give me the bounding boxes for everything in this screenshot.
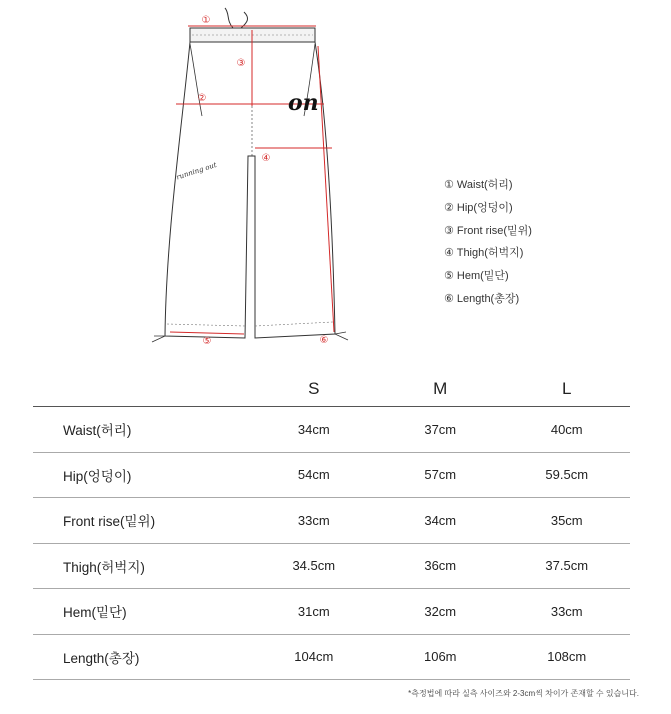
- pants-illustration: [140, 6, 370, 351]
- measurement-footnote: *측정법에 따라 실측 사이즈와 2-3cm씩 차이가 존재할 수 있습니다.: [408, 689, 639, 698]
- cell-value: 40cm: [503, 407, 630, 453]
- cell-value: 35cm: [503, 498, 630, 544]
- row-label: Waist(허리): [33, 407, 251, 453]
- table-row: [33, 634, 630, 680]
- row-label: Thigh(허벅지): [33, 543, 251, 589]
- cell-value: 34.5cm: [251, 543, 377, 589]
- marker-thigh: ④: [261, 153, 271, 164]
- marker-front-rise: ③: [236, 58, 246, 69]
- marker-hem: ⑤: [202, 336, 212, 347]
- table-row: [33, 407, 630, 453]
- pants-diagram: [140, 6, 370, 351]
- cell-value: 34cm: [377, 498, 503, 544]
- script-print: running out: [175, 160, 218, 182]
- cell-value: 33cm: [251, 498, 377, 544]
- cell-value: 32cm: [377, 589, 503, 635]
- legend-item-waist: ① Waist(허리): [444, 179, 513, 191]
- table-row: [33, 452, 630, 498]
- marker-hip: ②: [197, 93, 207, 104]
- legend-item-front-rise: ③ Front rise(밑위): [444, 224, 532, 237]
- header-blank: [33, 372, 251, 407]
- header-size-s: S: [251, 372, 377, 407]
- table-row: [33, 589, 630, 635]
- legend-item-hem: ⑤ Hem(밑단): [444, 270, 509, 283]
- row-label: Front rise(밑위): [33, 498, 251, 544]
- logo-print: on: [288, 90, 319, 116]
- cell-value: 54cm: [251, 452, 377, 498]
- marker-waist: ①: [201, 15, 211, 26]
- cell-value: 106m: [377, 634, 503, 680]
- row-label: Length(총장): [33, 634, 251, 680]
- size-table: [33, 372, 630, 680]
- table-header-row: [33, 372, 630, 407]
- legend-item-thigh: ④ Thigh(허벅지): [444, 247, 524, 260]
- table-row: [33, 498, 630, 544]
- cell-value: 104cm: [251, 634, 377, 680]
- row-label: Hip(엉덩이): [33, 452, 251, 498]
- legend-item-length: ⑥ Length(총장): [444, 292, 520, 305]
- measurement-legend: [444, 174, 532, 311]
- marker-length: ⑥: [319, 335, 329, 346]
- cell-value: 59.5cm: [503, 452, 630, 498]
- cell-value: 37cm: [377, 407, 503, 453]
- table-row: [33, 543, 630, 589]
- header-size-m: M: [377, 372, 503, 407]
- cell-value: 36cm: [377, 543, 503, 589]
- header-size-l: L: [503, 372, 630, 407]
- cell-value: 33cm: [503, 589, 630, 635]
- row-label: Hem(밑단): [33, 589, 251, 635]
- cell-value: 57cm: [377, 452, 503, 498]
- cell-value: 31cm: [251, 589, 377, 635]
- legend-item-hip: ② Hip(엉덩이): [444, 201, 513, 214]
- cell-value: 108cm: [503, 634, 630, 680]
- cell-value: 34cm: [251, 407, 377, 453]
- cell-value: 37.5cm: [503, 543, 630, 589]
